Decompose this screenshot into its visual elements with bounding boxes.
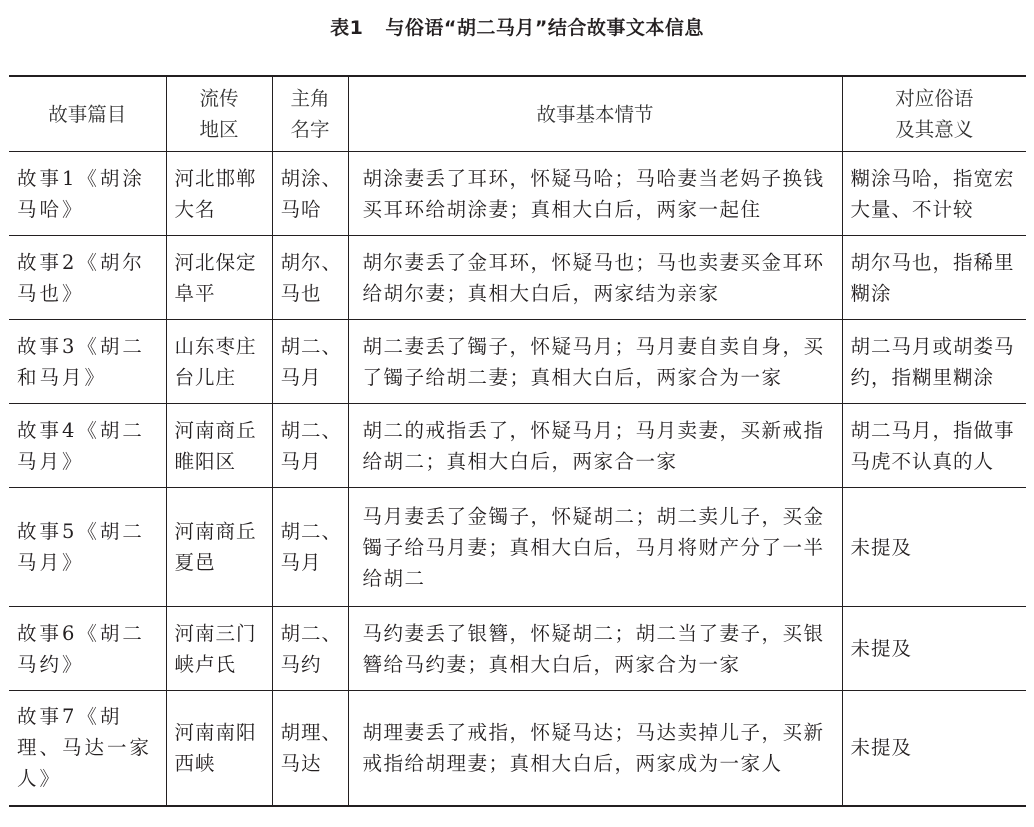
table-caption <box>0 13 1034 40</box>
protagonists-cell: 胡理、马达 <box>272 691 348 806</box>
region-cell: 河北保定阜平 <box>166 236 272 320</box>
protagonists-cell: 胡二、马月 <box>272 488 348 607</box>
plot-cell: 胡理妻丢了戒指，怀疑马达；马达卖掉儿子，买新戒指给胡理妻；真相大白后，两家成为一家人 <box>348 691 842 806</box>
region-cell: 山东枣庄台儿庄 <box>166 320 272 404</box>
table-row <box>9 691 1026 806</box>
protagonists-cell: 胡二、马约 <box>272 607 348 691</box>
header-row <box>9 76 1026 152</box>
table-row <box>9 404 1026 488</box>
region-cell: 河北邯郸大名 <box>166 152 272 236</box>
table-number: 表1 <box>330 17 364 39</box>
table-row <box>9 488 1026 607</box>
header-proverb-meaning: 对应俗语 及其意义 <box>842 76 1026 152</box>
proverb-meaning-cell: 未提及 <box>842 488 1026 607</box>
table-row <box>9 320 1026 404</box>
region-cell: 河南商丘睢阳区 <box>166 404 272 488</box>
plot-cell: 马月妻丢了金镯子，怀疑胡二；胡二卖儿子，买金镯子给马月妻；真相大白后，马月将财产分了一半给胡二 <box>348 488 842 607</box>
header-protagonists: 主角 名字 <box>272 76 348 152</box>
region-cell: 河南商丘夏邑 <box>166 488 272 607</box>
table-row <box>9 152 1026 236</box>
proverb-meaning-cell: 糊涂马哈，指宽宏大量、不计较 <box>842 152 1026 236</box>
proverb-meaning-cell: 胡二马月，指做事马虎不认真的人 <box>842 404 1026 488</box>
table-title: 与俗语“胡二马月”结合故事文本信息 <box>385 17 704 39</box>
plot-cell: 胡二的戒指丢了，怀疑马月；马月卖妻，买新戒指给胡二；真相大白后，两家合一家 <box>348 404 842 488</box>
plot-cell: 胡涂妻丢了耳环，怀疑马哈；马哈妻当老妈子换钱买耳环给胡涂妻；真相大白后，两家一起住 <box>348 152 842 236</box>
protagonists-cell: 胡二、马月 <box>272 404 348 488</box>
header-plot: 故事基本情节 <box>348 76 842 152</box>
proverb-meaning-cell: 未提及 <box>842 607 1026 691</box>
region-cell: 河南三门峡卢氏 <box>166 607 272 691</box>
plot-cell: 马约妻丢了银簪，怀疑胡二；胡二当了妻子，买银簪给马约妻；真相大白后，两家合为一家 <box>348 607 842 691</box>
region-cell: 河南南阳西峡 <box>166 691 272 806</box>
story-title-cell: 故事1《胡涂马哈》 <box>9 152 166 236</box>
plot-cell: 胡尔妻丢了金耳环，怀疑马也；马也卖妻买金耳环给胡尔妻；真相大白后，两家结为亲家 <box>348 236 842 320</box>
proverb-meaning-cell: 胡二马月或胡娄马约，指糊里糊涂 <box>842 320 1026 404</box>
proverb-meaning-cell: 未提及 <box>842 691 1026 806</box>
story-title-cell: 故事6《胡二马约》 <box>9 607 166 691</box>
protagonists-cell: 胡二、马月 <box>272 320 348 404</box>
story-title-cell: 故事3《胡二和马月》 <box>9 320 166 404</box>
story-table <box>9 75 1026 807</box>
story-title-cell: 故事5《胡二马月》 <box>9 488 166 607</box>
story-title-cell: 故事7《胡理、马达一家人》 <box>9 691 166 806</box>
protagonists-cell: 胡尔、马也 <box>272 236 348 320</box>
plot-cell: 胡二妻丢了镯子，怀疑马月；马月妻自卖自身，买了镯子给胡二妻；真相大白后，两家合为一家 <box>348 320 842 404</box>
story-title-cell: 故事4《胡二马月》 <box>9 404 166 488</box>
table-row <box>9 236 1026 320</box>
header-region: 流传 地区 <box>166 76 272 152</box>
story-title-cell: 故事2《胡尔马也》 <box>9 236 166 320</box>
protagonists-cell: 胡涂、马哈 <box>272 152 348 236</box>
header-story-title: 故事篇目 <box>9 76 166 152</box>
table-row <box>9 607 1026 691</box>
proverb-meaning-cell: 胡尔马也，指稀里糊涂 <box>842 236 1026 320</box>
